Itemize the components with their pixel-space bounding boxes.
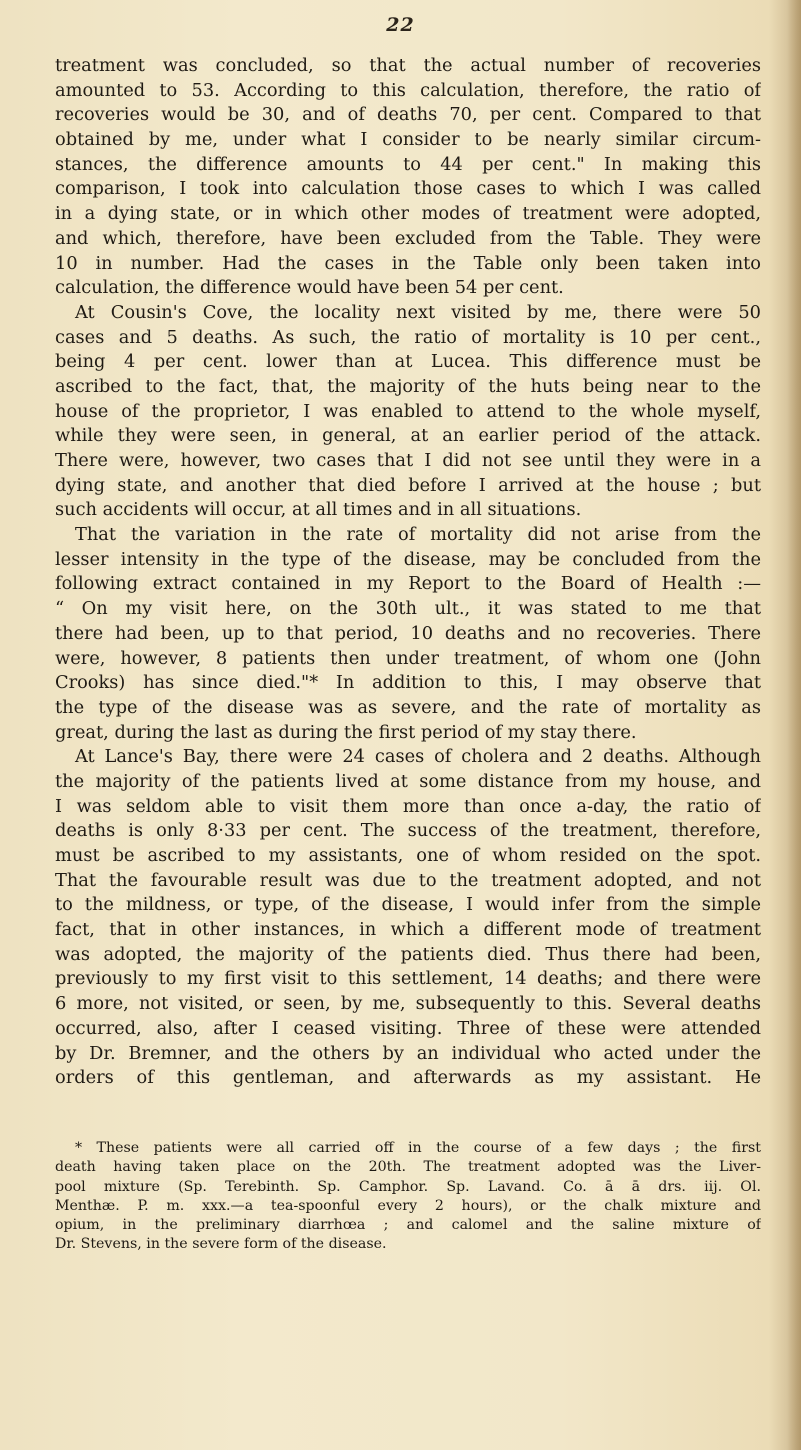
footnote-line: Dr. Stevens, in the severe form of the disease. — [55, 1236, 387, 1253]
text-line: obtained by me, under what I consider to be nearly similar circum- — [55, 129, 761, 151]
text-line: cases and 5 deaths. As such, the ratio of mortality is 10 per cent., — [55, 326, 761, 348]
text-line: “ On my visit here, on the 30th ult., it was stated to me that — [55, 598, 761, 620]
text-line: There were, however, two cases that I did not see until they were in a — [55, 450, 761, 471]
text-line: dying state, and another that died before I arrived at the house ; but — [55, 474, 761, 496]
text-line: comparison, I took into calculation those cases to which I was called — [55, 178, 761, 200]
text-line: Crooks) has since died."* In addition to this, I may observe that — [55, 672, 761, 694]
text-line: the majority of the patients lived at some distance from my house, and — [55, 770, 761, 792]
text-line: treatment was concluded, so that the actual number of recoveries — [55, 55, 761, 76]
text-line: That the variation in the rate of mortality did not arise from the — [75, 524, 761, 546]
text-line: there had been, up to that period, 10 deaths and no recoveries. There — [55, 622, 761, 644]
text-line: ascribed to the fact, that, the majority of the huts being near to the — [55, 375, 761, 397]
text-line: were, however, 8 patients then under treatment, of whom one (John — [55, 647, 761, 669]
text-line: while they were seen, in general, at an earlier period of the attack. — [55, 425, 761, 447]
text-line: amounted to 53. According to this calculation, therefore, the ratio of — [55, 79, 761, 101]
text-line: stances, the difference amounts to 44 per cent." In making this — [55, 153, 761, 175]
text-line: to the mildness, or type, of the disease, I would infer from the simple — [55, 894, 761, 916]
text-line: great, during the last as during the first period of my stay there. — [55, 721, 637, 743]
page-edge-shadow — [787, 0, 801, 1450]
text-line: That the favourable result was due to the treatment adopted, and not — [55, 869, 761, 891]
text-line: calculation, the difference would have been 54 per cent. — [55, 277, 564, 299]
text-line: 6 more, not visited, or seen, by me, subsequently to this. Several deaths — [55, 993, 761, 1015]
text-line: in a dying state, or in which other modes of treatment were adopted, — [55, 203, 761, 225]
text-line: occurred, also, after I ceased visiting. Three of these were attended — [55, 1017, 761, 1039]
text-line: orders of this gentleman, and afterwards as my assistant. He — [55, 1067, 761, 1089]
footnote-line: opium, in the preliminary diarrhœa ; and calomel and the saline mixture of — [55, 1217, 761, 1234]
text-line: was adopted, the majority of the patients died. Thus there had been, — [55, 943, 761, 965]
text-line: following extract contained in my Report to the Board of Health :— — [55, 573, 761, 595]
page-number: 22 — [386, 14, 415, 36]
text-line: house of the proprietor, I was enabled to attend to the whole myself, — [55, 400, 761, 422]
body-text — [55, 54, 761, 1091]
text-line: being 4 per cent. lower than at Lucea. This difference must be — [55, 351, 761, 373]
text-line: lesser intensity in the type of the disease, may be concluded from the — [55, 548, 761, 570]
footnote — [55, 1139, 761, 1255]
text-line: the type of the disease was as severe, and the rate of mortality as — [55, 696, 761, 718]
text-line: 10 in number. Had the cases in the Table only been taken into — [55, 252, 761, 274]
footnote-line: * These patients were all carried off in the course of a few days ; the first — [75, 1140, 761, 1156]
text-line: by Dr. Bremner, and the others by an individual who acted under the — [55, 1042, 761, 1064]
text-line: recoveries would be 30, and of deaths 70, per cent. Compared to that — [55, 104, 761, 126]
text-line: fact, that in other instances, in which a different mode of treatment — [55, 919, 761, 941]
text-line: and which, therefore, have been excluded from the Table. They were — [55, 227, 761, 249]
text-line: At Cousin's Cove, the locality next visited by me, there were 50 — [75, 301, 761, 323]
footnote-line: Menthæ. P. m. xxx.—a tea-spoonful every 2 hours), or the chalk mixture and — [55, 1197, 761, 1214]
text-line: such accidents will occur, at all times and in all situations. — [55, 499, 582, 521]
text-line: previously to my first visit to this settlement, 14 deaths; and there were — [55, 968, 761, 990]
text-line: must be ascribed to my assistants, one of whom resided on the spot. — [55, 845, 761, 866]
footnote-line: pool mixture (Sp. Terebinth. Sp. Camphor. Sp. Lavand. Co. ā ā drs. iij. Ol. — [55, 1178, 761, 1195]
text-line: deaths is only 8·33 per cent. The success of the treatment, therefore, — [55, 820, 761, 842]
text-line: At Lance's Bay, there were 24 cases of cholera and 2 deaths. Although — [75, 746, 761, 768]
footnote-line: death having taken place on the 20th. The treatment adopted was the Liver- — [55, 1159, 761, 1176]
text-line: I was seldom able to visit them more than once a-day, the ratio of — [55, 795, 761, 817]
